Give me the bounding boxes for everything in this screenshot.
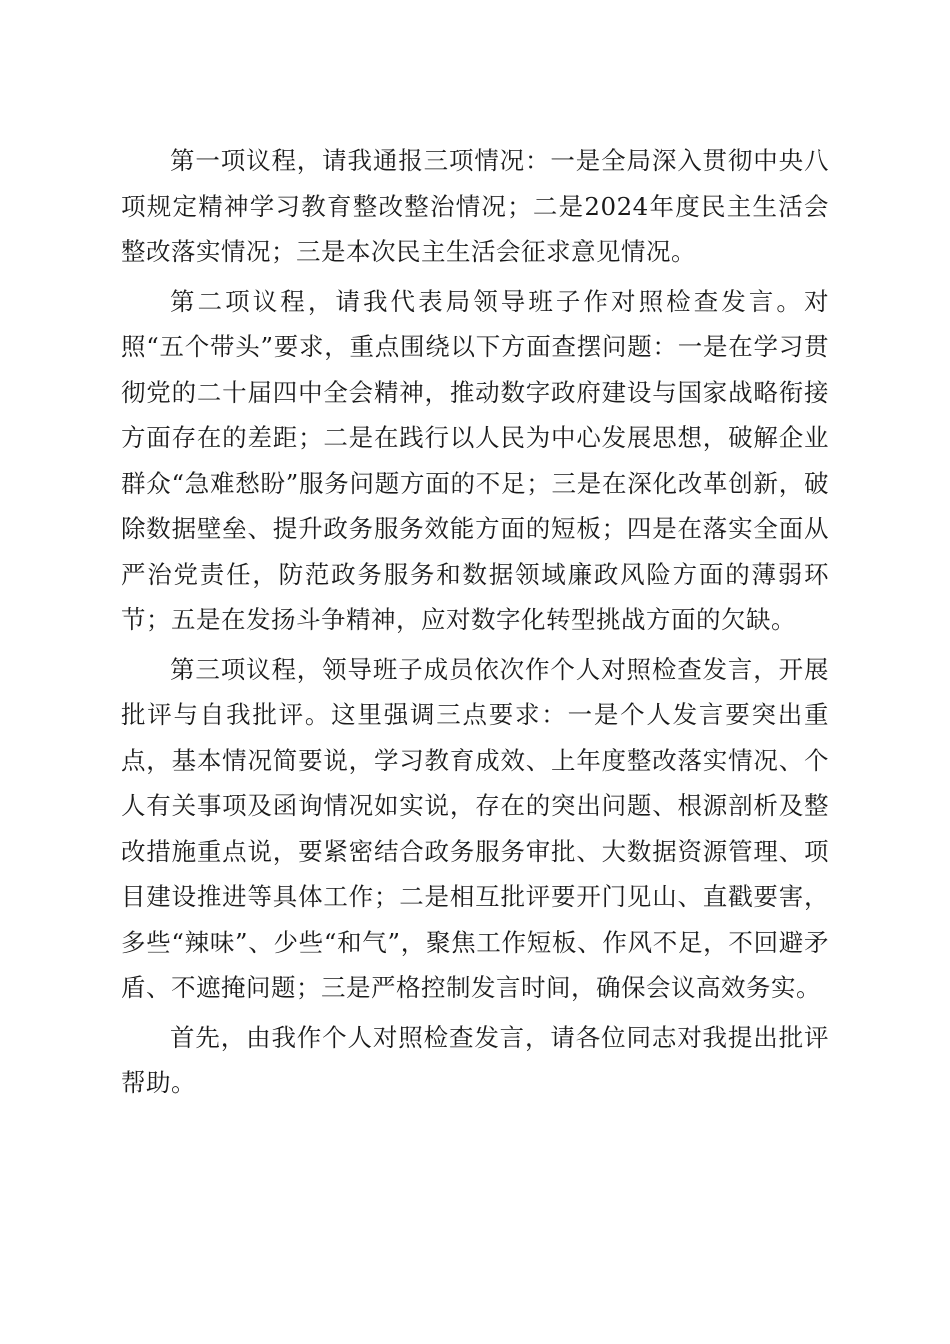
paragraph-closing: 首先，由我作个人对照检查发言，请各位同志对我提出批评帮助。 [121,1022,829,1097]
paragraph-agenda-item-1: 第一项议程，请我通报三项情况：一是全局深入贯彻中央八项规定精神学习教育整改整治情况；二是2024年度民主生活会整改落实情况；三是本次民主生活会征求意见情况。 [121,146,829,266]
paragraph-agenda-item-2: 第二项议程，请我代表局领导班子作对照检查发言。对照“五个带头”要求，重点围绕以下方面查摆问题：一是在学习贯彻党的二十届四中全会精神，推动数字政府建设与国家战略衔接方面存在的差距；二是在践行以人民为中心发展思想，破解企业群众“急难愁盼”服务问题方面的不足；三是在深化改革创新，破除数据壁垒、提升政务服务效能方面的短板；四是在落实全面从严治党责任，防范政务服务和数据领域廉政风险方面的薄弱环节；五是在发扬斗争精神，应对数字化转型挑战方面的欠缺。 [121,286,829,634]
paragraph-agenda-item-3: 第三项议程，领导班子成员依次作个人对照检查发言，开展批评与自我批评。这里强调三点要求：一是个人发言要突出重点，基本情况简要说，学习教育成效、上年度整改落实情况、个人有关事项及函询情况如实说，存在的突出问题、根源剖析及整改措施重点说，要紧密结合政务服务审批、大数据资源管理、项目建设推进等具体工作；二是相互批评要开门见山、直戳要害，多些“辣味”、少些“和气”，聚焦工作短板、作风不足，不回避矛盾、不遮掩问题；三是严格控制发言时间，确保会议高效务实。 [121,654,829,1002]
document-body [121,138,829,1110]
